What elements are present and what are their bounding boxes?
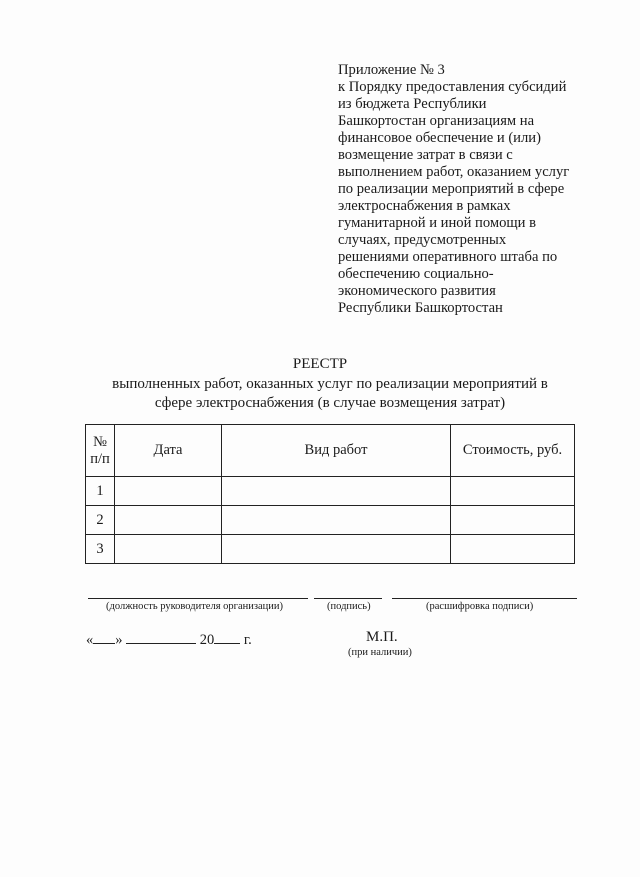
cell-date[interactable] bbox=[115, 477, 222, 506]
appendix-line: случаях, предусмотренных bbox=[338, 232, 507, 248]
appendix-line: по реализации мероприятий в сфере bbox=[338, 181, 565, 197]
appendix-line: возмещение затрат в связи с bbox=[338, 147, 513, 163]
year-blank[interactable] bbox=[214, 631, 240, 644]
decoding-caption: (расшифровка подписи) bbox=[426, 601, 534, 612]
appendix-line: финансовое обеспечение и (или) bbox=[338, 130, 541, 146]
cell-date[interactable] bbox=[115, 535, 222, 564]
stamp-caption: (при наличии) bbox=[348, 647, 412, 658]
subtitle-line: выполненных работ, оказанных услуг по реализации мероприятий в bbox=[112, 376, 548, 392]
signature-line[interactable] bbox=[314, 598, 382, 599]
appendix-line: Республики Башкортостан bbox=[338, 300, 503, 316]
appendix-line: экономического развития bbox=[338, 283, 496, 299]
appendix-line: из бюджета Республики bbox=[338, 96, 487, 112]
appendix-line: Башкортостан организациям на bbox=[338, 113, 535, 129]
appendix-block bbox=[338, 62, 608, 317]
appendix-line: электроснабжения в рамках bbox=[338, 198, 511, 214]
year-prefix: 20 bbox=[199, 632, 215, 648]
registry-table bbox=[85, 424, 575, 564]
month-blank[interactable] bbox=[126, 631, 196, 644]
header-cost: Стоимость, руб. bbox=[451, 425, 575, 477]
table-row bbox=[86, 535, 575, 564]
table-row bbox=[86, 506, 575, 535]
appendix-line: решениями оперативного штаба по bbox=[338, 249, 558, 265]
row-number: 2 bbox=[86, 506, 115, 535]
cell-work-type[interactable] bbox=[222, 535, 451, 564]
table-header-row bbox=[86, 425, 575, 477]
header-number-line2: п/п bbox=[90, 450, 110, 467]
cell-date[interactable] bbox=[115, 506, 222, 535]
document-subtitle bbox=[60, 375, 600, 413]
signature-caption: (подпись) bbox=[327, 601, 371, 612]
header-number bbox=[86, 425, 115, 477]
appendix-line: к Порядку предоставления субсидий bbox=[338, 79, 567, 95]
position-caption: (должность руководителя организации) bbox=[106, 601, 284, 612]
appendix-line: гуманитарной и иной помощи в bbox=[338, 215, 536, 231]
appendix-line: обеспечению социально- bbox=[338, 266, 494, 282]
date-line bbox=[86, 631, 252, 649]
header-work-type: Вид работ bbox=[222, 425, 451, 477]
day-blank[interactable] bbox=[93, 631, 115, 644]
row-number: 1 bbox=[86, 477, 115, 506]
cell-work-type[interactable] bbox=[222, 477, 451, 506]
cell-work-type[interactable] bbox=[222, 506, 451, 535]
header-date: Дата bbox=[115, 425, 222, 477]
close-quote: » bbox=[115, 632, 123, 648]
subtitle-line: сфере электроснабжения (в случае возмещения затрат) bbox=[154, 395, 506, 411]
table-row bbox=[86, 477, 575, 506]
cell-cost[interactable] bbox=[451, 506, 575, 535]
appendix-line: Приложение № 3 bbox=[338, 62, 445, 78]
appendix-line: выполнением работ, оказанием услуг bbox=[338, 164, 570, 180]
open-quote: « bbox=[86, 632, 94, 648]
stamp-label: М.П. bbox=[366, 629, 398, 645]
header-number-line1: № bbox=[93, 433, 107, 450]
decoding-line[interactable] bbox=[392, 598, 577, 599]
year-suffix: г. bbox=[243, 632, 252, 648]
cell-cost[interactable] bbox=[451, 535, 575, 564]
document-title: РЕЕСТР bbox=[292, 356, 348, 372]
row-number: 3 bbox=[86, 535, 115, 564]
cell-cost[interactable] bbox=[451, 477, 575, 506]
position-line[interactable] bbox=[88, 598, 308, 599]
